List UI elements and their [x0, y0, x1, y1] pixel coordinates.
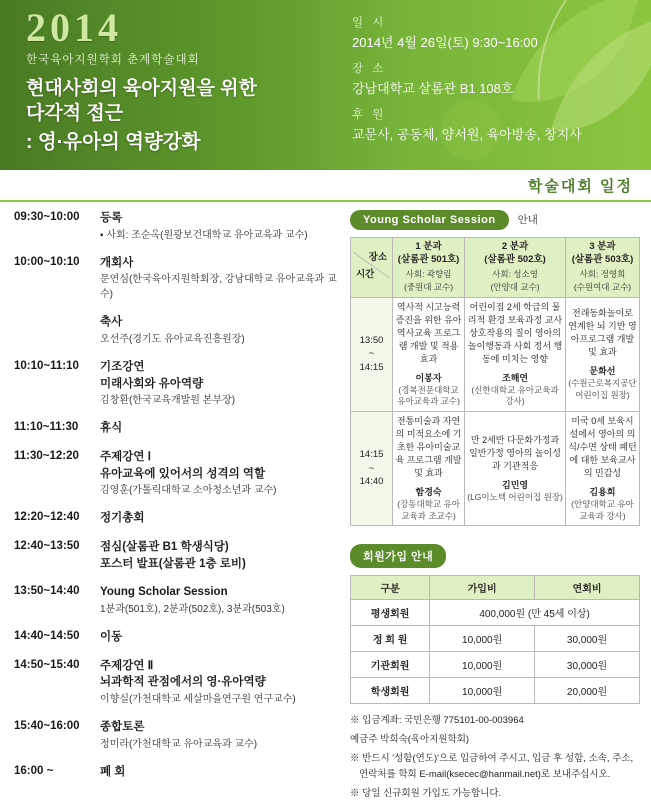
page-title [26, 76, 356, 156]
yss-row-1-time [351, 297, 393, 411]
info-row-sponsors [352, 106, 642, 143]
schedule-sub: ▪ 사회: 조순옥(원광보건대학교 유아교육과 교수) [100, 229, 308, 241]
yss-corner-time: 시간 [356, 269, 375, 281]
title-line-3: : 영·유아의 역량강화 [26, 131, 201, 154]
table-row [351, 652, 640, 678]
schedule-title: 주제강연 Ⅱ [100, 659, 154, 672]
schedule-item [14, 510, 344, 527]
schedule-item [14, 255, 344, 303]
yss-col-1-room: (살롬관 501호) [397, 253, 460, 265]
fee-note-3: ※ 당일 신규회원 가입도 가능합니다. [350, 787, 502, 799]
schedule-title: Young Scholar Session [100, 586, 228, 599]
schedule-item [14, 539, 344, 572]
schedule-title: 종합토론 [100, 721, 145, 734]
yss-header [350, 210, 640, 230]
schedule-item [14, 449, 344, 498]
yss-col-2-title: 2 분과 [501, 241, 529, 252]
yss-col-2-chair: 사회: 성소영 [492, 268, 538, 279]
session-presenter: 김민영 [502, 479, 529, 490]
time-start: 13:50 [359, 334, 384, 346]
fee-note-0: ※ 입금계좌: 국민은행 775101-00-003964 [350, 715, 524, 726]
fee-row-2-join: 10,000원 [430, 652, 535, 678]
schedule-title: 정기총회 [100, 512, 145, 525]
session-title: 전통미술과 자연의 미적요소에 기초한 유아미술교육 프로그램 개발 및 효과 [395, 415, 462, 478]
yss-col-3-room: (살롬관 503호) [571, 253, 634, 265]
schedule-item [14, 420, 344, 437]
info-value-datetime: 2014년 4월 26일(토) 9:30~16:00 [352, 35, 538, 50]
session-title: 전래동화놀이로 연계한 뇌 기반 영아프로그램 개발 및 효과 [568, 308, 637, 358]
info-value-venue: 강남대학교 살롬관 B1 108호 [352, 81, 514, 96]
yss-col-1 [393, 238, 465, 298]
session-affiliation: (LG이노텍 어린이집 원장) [467, 491, 563, 502]
schedule-title: 이동 [100, 631, 123, 644]
schedule-subtitle: 포스터 발표(살롬관 1층 로비) [100, 557, 246, 570]
schedule-subtitle: 미래사회와 유아역량 [100, 377, 204, 390]
schedule-sub: 1분과(501호), 2분과(502호), 3분과(503호) [100, 604, 285, 616]
yss-col-2-room: (살롬관 502호) [484, 253, 546, 265]
schedule-time: 12:40~13:50 [14, 540, 80, 553]
schedule-time [14, 314, 100, 347]
schedule-time: 15:40~16:00 [14, 720, 80, 733]
table-row [351, 678, 640, 704]
yss-row-2-time [351, 411, 393, 525]
schedule-sub: 김창환(한국교육개발원 본부장) [100, 395, 236, 407]
table-header-row [351, 238, 640, 298]
fee-row-1-annual: 30,000원 [535, 626, 640, 652]
fee-col-join: 가입비 [430, 576, 535, 600]
fee-row-1-type: 정 회 원 [351, 626, 430, 652]
schedule-title: 휴식 [100, 422, 123, 435]
schedule-item [14, 764, 344, 781]
time-dash: ~ [368, 462, 375, 474]
yss-col-3 [565, 238, 639, 298]
schedule-time: 09:30~10:00 [14, 211, 80, 223]
header-left-block [26, 5, 356, 156]
session-presenter: 이봉자 [415, 372, 442, 383]
fee-row-2-type: 기관회원 [351, 652, 430, 678]
schedule-title: 개회사 [100, 256, 134, 269]
yss-tag-note: 안내 [517, 214, 538, 226]
schedule-sub: 문연심(한국육아지원학회장, 강남대학교 유아교육과 교수) [100, 274, 337, 301]
session-presenter: 함경숙 [415, 487, 442, 498]
organization-line: 한국육아지원학회 춘계학술대회 [26, 54, 200, 66]
schedule-time: 16:00 ~ [14, 764, 54, 777]
event-year: 2014 [26, 5, 122, 50]
fee-header [350, 544, 640, 568]
fee-note-1: 예금주 박희숙(육아지원학회) [350, 734, 470, 746]
table-row [351, 411, 640, 525]
fee-col-annual: 연회비 [535, 576, 640, 600]
yss-table [350, 237, 640, 526]
yss-cell-r2c2 [465, 411, 566, 525]
schedule-item [14, 210, 344, 243]
info-label-datetime: 일 시 [352, 17, 387, 29]
schedule-title: 축사 [100, 316, 123, 329]
section-bar-title: 학술대회 일정 [527, 178, 633, 195]
schedule-subtitle: 뇌과학적 관점에서의 영·유아역량 [100, 676, 266, 689]
yss-col-1-title: 1 분과 [415, 241, 442, 252]
table-row [351, 297, 640, 411]
yss-cell-r1c1 [393, 297, 465, 411]
schedule-title: 기조강연 [100, 361, 145, 374]
yss-cell-r1c2 [465, 297, 566, 411]
fee-col-type: 구분 [351, 576, 430, 600]
content-area [0, 202, 651, 799]
yss-cell-r2c1 [393, 411, 465, 525]
yss-corner-place: 장소 [368, 252, 387, 264]
session-presenter: 김용희 [589, 487, 616, 498]
yss-col-3-chair-affil: (수원여대 교수) [573, 282, 632, 293]
yss-corner-cell [351, 238, 393, 298]
fee-row-1-join: 10,000원 [430, 626, 535, 652]
table-row [351, 626, 640, 652]
schedule-sub: 이향실(가천대학교 세살마을연구원 연구교수) [100, 694, 296, 706]
session-title: 어린이집 2세 학급의 물리적 환경 보육과정 교사 상호작용의 질이 영아의 놀이행동과 사회 정서 행동에 미치는 영향 [467, 301, 563, 364]
schedule-sub: 정미라(가천대학교 유아교육과 교수) [100, 738, 258, 750]
yss-tag: Young Scholar Session [350, 210, 509, 230]
schedule-list [14, 210, 344, 787]
page-header [0, 0, 651, 170]
schedule-time: 13:50~14:40 [14, 585, 80, 598]
fee-row-0-type: 평생회원 [351, 600, 430, 626]
schedule-item [14, 584, 344, 617]
session-title: 역사적 시고능력증진을 위한 유아역사교육 프로그램 개발 및 적용효과 [395, 301, 462, 364]
session-affiliation: (수원근로복지공단 어린이집 원장) [568, 378, 637, 400]
schedule-time: 11:10~11:30 [14, 421, 79, 434]
schedule-item [14, 658, 344, 707]
time-end: 14:15 [359, 362, 384, 374]
schedule-title: 등록 [100, 212, 123, 224]
header-info-block [352, 14, 642, 152]
table-header-row [351, 576, 640, 600]
schedule-title: 폐 회 [100, 765, 126, 778]
session-title: 만 2세반 다문화가정과 일반가정 영아의 놀이성과 기관적응 [469, 434, 562, 471]
schedule-time: 10:00~10:10 [14, 255, 80, 268]
info-label-venue: 장 소 [352, 63, 387, 75]
schedule-item [14, 314, 344, 347]
schedule-item [14, 359, 344, 408]
schedule-title: 주제강연 Ⅰ [100, 451, 152, 464]
session-affiliation: (신한대학교 유아교육과 강사) [471, 384, 559, 407]
schedule-time: 10:10~11:10 [14, 360, 79, 373]
table-row [351, 600, 640, 626]
yss-col-3-title: 3 분과 [589, 241, 616, 252]
session-affiliation: (안양대학교 유아교육과 강사) [571, 499, 634, 521]
yss-cell-r2c3 [565, 411, 639, 525]
fee-note-2: ※ 반드시 '성함(연도)'으로 입금하여 주시고, 입금 후 성함, 소속, 주소, 연락처를 학회 E-mail(ksecec@hanmail.net)로 보내주십시오. [350, 753, 634, 780]
time-start: 14:15 [359, 448, 384, 460]
fee-tag: 회원가입 안내 [350, 544, 446, 568]
schedule-sub: 김영훈(가톨릭대학교 소아청소년과 교수) [100, 485, 277, 497]
title-line-1: 현대사회의 육아지원을 위한 [26, 78, 257, 99]
fee-row-0-join: 400,000원 (만 45세 이상) [430, 600, 640, 626]
yss-col-2 [465, 238, 566, 298]
fee-row-3-type: 학생회원 [351, 678, 430, 704]
schedule-title: 점심(살롬관 B1 학생식당) [100, 541, 229, 554]
schedule-time: 14:50~15:40 [14, 658, 80, 671]
section-bar [0, 170, 651, 202]
session-affiliation: (경복전문대학교 유아교육과 교수) [397, 384, 460, 407]
schedule-item [14, 719, 344, 752]
right-column [350, 210, 640, 805]
info-label-sponsors: 후 원 [352, 109, 387, 121]
info-value-sponsors: 교문사, 공동체, 양서원, 육아방송, 창지사 [352, 127, 582, 142]
schedule-subtitle: 유아교육에 있어서의 성격의 역할 [100, 467, 266, 480]
fee-row-3-annual: 20,000원 [535, 678, 640, 704]
info-row-venue [352, 60, 642, 97]
session-title: 미국 0세 보육시설에서 영아의 의식/수면 상태 패턴에 대한 보육교사의 민감성 [568, 415, 637, 478]
info-row-datetime [352, 14, 642, 51]
yss-col-2-chair-affil: (안양대 교수) [490, 282, 540, 293]
session-presenter: 문화선 [589, 366, 616, 377]
fee-row-3-join: 10,000원 [430, 678, 535, 704]
membership-fee-table [350, 575, 640, 704]
yss-col-3-chair: 사회: 정영희 [579, 268, 626, 279]
session-presenter: 조해연 [502, 372, 529, 383]
fee-notes [350, 713, 640, 801]
schedule-time: 14:40~14:50 [14, 630, 80, 643]
yss-col-1-chair-affil: (중원대 교수) [404, 282, 454, 293]
schedule-time: 12:20~12:40 [14, 511, 80, 524]
time-dash: ~ [368, 348, 375, 360]
title-line-2: 다각적 접근 [26, 103, 124, 125]
fee-row-2-annual: 30,000원 [535, 652, 640, 678]
yss-cell-r1c3 [565, 297, 639, 411]
schedule-time: 11:30~12:20 [14, 450, 79, 463]
schedule-item [14, 629, 344, 646]
yss-col-1-chair: 사회: 곽향림 [405, 268, 452, 279]
schedule-sub: 오선주(경기도 유아교육진흥원장) [100, 334, 245, 346]
session-affiliation: (강동대학교 유아교육과 조교수) [397, 499, 460, 521]
time-end: 14:40 [359, 476, 384, 488]
